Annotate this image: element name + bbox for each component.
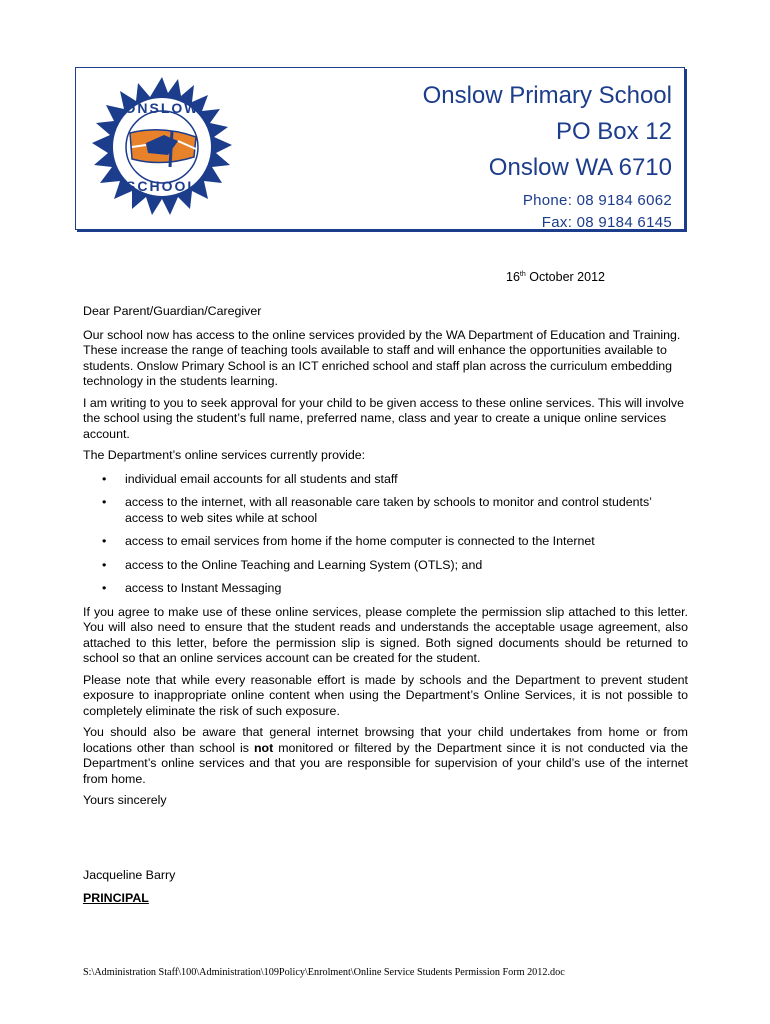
letterhead xyxy=(75,67,685,230)
list-item: • individual email accounts for all students and staff xyxy=(83,472,688,488)
paragraph-home-browsing xyxy=(83,725,688,787)
school-name: Onslow Primary School xyxy=(422,82,672,109)
town-postcode: Onslow WA 6710 xyxy=(488,154,672,181)
greeting: Dear Parent/Guardian/Caregiver xyxy=(83,304,262,318)
list-item: • access to Instant Messaging xyxy=(83,581,688,597)
paragraph-request: I am writing to you to seek approval for your child to be given access to these online services. This will involve the school using the student’s full name, preferred name, class and year to create a unique online services account. xyxy=(83,395,685,441)
signature-name: Jacqueline Barry xyxy=(83,868,176,882)
services-list xyxy=(83,472,688,597)
letter-date xyxy=(506,270,605,284)
po-box: PO Box 12 xyxy=(555,118,672,145)
home-browsing-text-1: You should also be aware that general internet browsing that your child undertakes from home or from locations other than school is xyxy=(83,725,688,755)
fax-number: Fax: 08 9184 6145 xyxy=(541,214,672,231)
date-day: 16 xyxy=(506,270,520,284)
paragraph-intro: Our school now has access to the online services provided by the WA Department of Education and Training. These increase the range of teaching tools available to staff and will enhance the opportunities available to students. Onslow Primary School is an ICT enriched school and staff plan across the curriculum embedding technology in the students learning. xyxy=(83,327,681,388)
signature-title: PRINCIPAL xyxy=(83,891,149,905)
date-month-year: October 2012 xyxy=(525,270,605,284)
home-browsing-emphasis: not xyxy=(253,740,274,755)
school-address-block xyxy=(423,78,672,234)
logo-bottom-text: SCHOOL xyxy=(126,178,198,194)
list-item: • access to the internet, with all reasonable care taken by schools to monitor and control students’ access to web sites while at school xyxy=(83,495,688,526)
footer-file-path: S:\Administration Staff\100\Administration\109Policy\Enrolment\Online Service Students Permission Form 2012.doc xyxy=(83,967,565,978)
list-item: • access to email services from home if the home computer is connected to the Internet xyxy=(83,534,688,550)
phone-number: Phone: 08 9184 6062 xyxy=(522,192,672,209)
paragraph-risk: Please note that while every reasonable effort is made by schools and the Department to prevent student exposure to inappropriate online content when using the Department’s Online Services, it is not possible to completely eliminate the risk of such exposure. xyxy=(83,672,688,718)
school-logo xyxy=(86,71,238,223)
logo-splash-icon xyxy=(92,77,232,215)
letter-body xyxy=(83,304,688,815)
signoff: Yours sincerely xyxy=(83,793,167,807)
date-suffix: th xyxy=(519,271,526,278)
paragraph-permission: If you agree to make use of these online services, please complete the permission slip attached to this letter. You will also need to ensure that the student reads and understands the acceptable usage agreement, also attached to this letter, before the permission slip is signed. Both signed documents should be returned to school so that an online services account can be created for the student. xyxy=(83,604,688,665)
services-intro: The Department’s online services currently provide: xyxy=(83,448,366,462)
list-item: • access to the Online Teaching and Learning System (OTLS); and xyxy=(83,558,688,574)
home-browsing-text-2: monitored or filtered by the Department since it is not conducted via the Department’s online services and that you are responsible for supervision of your child’s use of the internet from home. xyxy=(83,740,688,786)
logo-top-text: ONSLOW xyxy=(124,100,200,116)
